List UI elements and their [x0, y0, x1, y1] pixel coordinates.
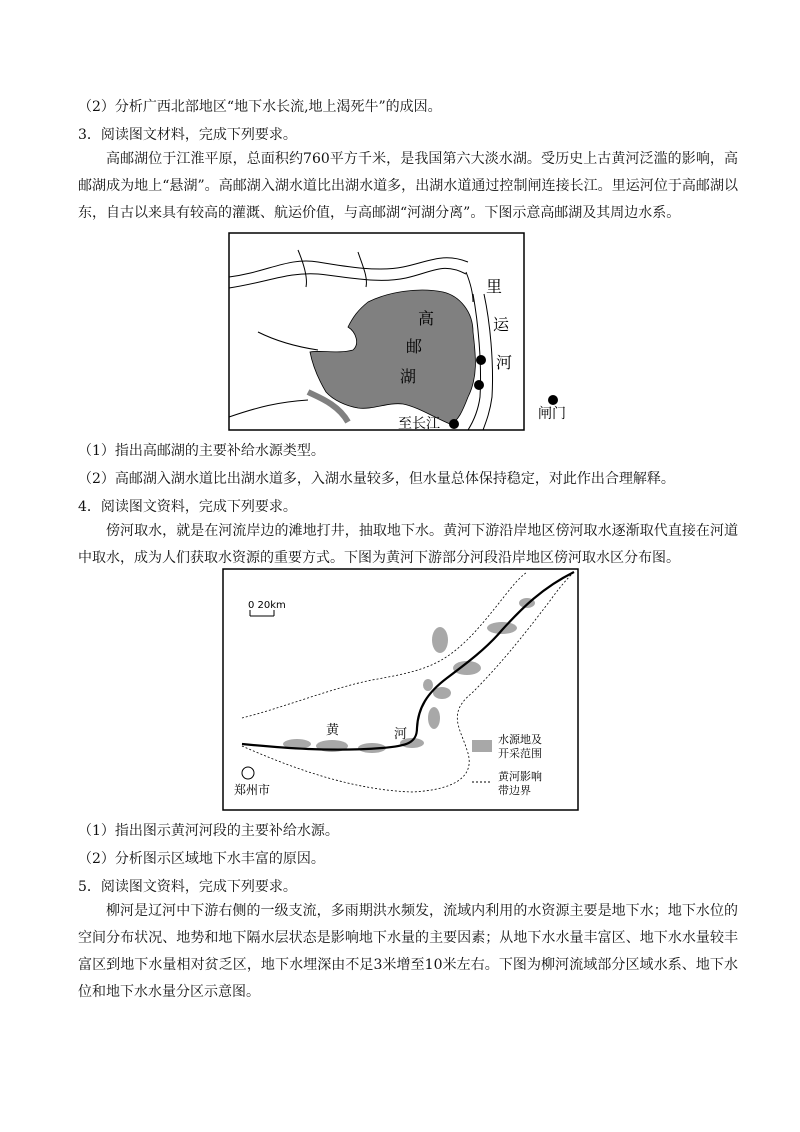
yellow-river-map — [222, 568, 580, 812]
legend-source-swatch — [472, 740, 492, 752]
sluice-gate-3 — [449, 419, 459, 429]
city-label: 郑州市 — [234, 783, 271, 797]
sluice-gate-2 — [474, 380, 484, 390]
question-4-subquestion-1: （1）指出图示黄河河段的主要补给水源。 — [78, 823, 339, 839]
lake-label-1: 高 — [418, 309, 435, 328]
scale-label: 0 20km — [248, 600, 286, 611]
sluice-gate-1 — [476, 355, 486, 365]
legend-source-line2: 开采范围 — [498, 747, 542, 760]
question-2-subquestion-2: （2）分析广西北部地区“地下水长流,地上渴死牛”的成因。 — [78, 99, 442, 115]
legend-source-line1: 水源地及 — [498, 733, 542, 746]
river-label-2: 河 — [394, 727, 408, 742]
river-label-1: 黄 — [326, 723, 340, 738]
question-3-paragraph: 高邮湖位于江淮平原，总面积约760平方千米，是我国第六大淡水湖。受历史上古黄河泛滥的影响，高邮湖成为地上“悬湖”。高邮湖入湖水道比出湖水道多，出湖水道通过控制闸连接长江。里运河位于高邮湖以东，自古以来具有较高的灌溉、航运价值，与高邮湖“河湖分离”。下图示意高邮湖及其周边水系。 — [78, 151, 738, 221]
legend-sluice-label: 闸门 — [538, 406, 566, 422]
question-3-subquestion-1: （1）指出高邮湖的主要补给水源类型。 — [78, 443, 325, 459]
question-4-paragraph: 傍河取水，就是在河流岸边的滩地打井，抽取地下水。黄河下游沿岸地区傍河取水逐渐取代直接在河道中取水，成为人们获取水资源的重要方式。下图为黄河下游部分河段沿岸地区傍河取水区分布图。 — [78, 523, 738, 566]
legend-sluice-icon — [548, 395, 558, 405]
gaoyou-lake-map — [228, 232, 578, 432]
lake-label-2: 邮 — [406, 337, 423, 356]
question-3-heading: 3．阅读图文材料，完成下列要求。 — [78, 127, 297, 143]
question-3-subquestion-2: （2）高邮湖入湖水道比出湖水道多，入湖水量较多，但水量总体保持稳定，对此作出合理解释。 — [78, 471, 675, 487]
zhengzhou-city-icon — [242, 767, 254, 779]
canal-label-3: 河 — [496, 353, 513, 372]
canal-label-1: 里 — [486, 277, 503, 296]
legend-boundary-line1: 黄河影响 — [498, 770, 542, 783]
lake-label-3: 湖 — [400, 367, 417, 386]
legend-boundary-line2: 带边界 — [498, 784, 531, 797]
question-5-heading: 5．阅读图文资料，完成下列要求。 — [78, 879, 297, 895]
canal-label-2: 运 — [493, 315, 510, 334]
question-4-subquestion-2: （2）分析图示区域地下水丰富的原因。 — [78, 851, 325, 867]
question-5-paragraph: 柳河是辽河中下游右侧的一级支流，多雨期洪水频发，流域内利用的水资源主要是地下水；地下水位的空间分布状况、地势和地下隔水层状态是影响地下水量的主要因素；从地下水水量丰富区、地下水水量较丰富区到地下水量相对贫乏区，地下水埋深由不足3米增至10米左右。下图为柳河流域部分区域水系、地下水位和地下水水量分区示意图。 — [78, 903, 738, 1000]
question-4-heading: 4．阅读图文资料，完成下列要求。 — [78, 499, 297, 515]
to-yangtze-label: 至长江 — [398, 416, 440, 432]
